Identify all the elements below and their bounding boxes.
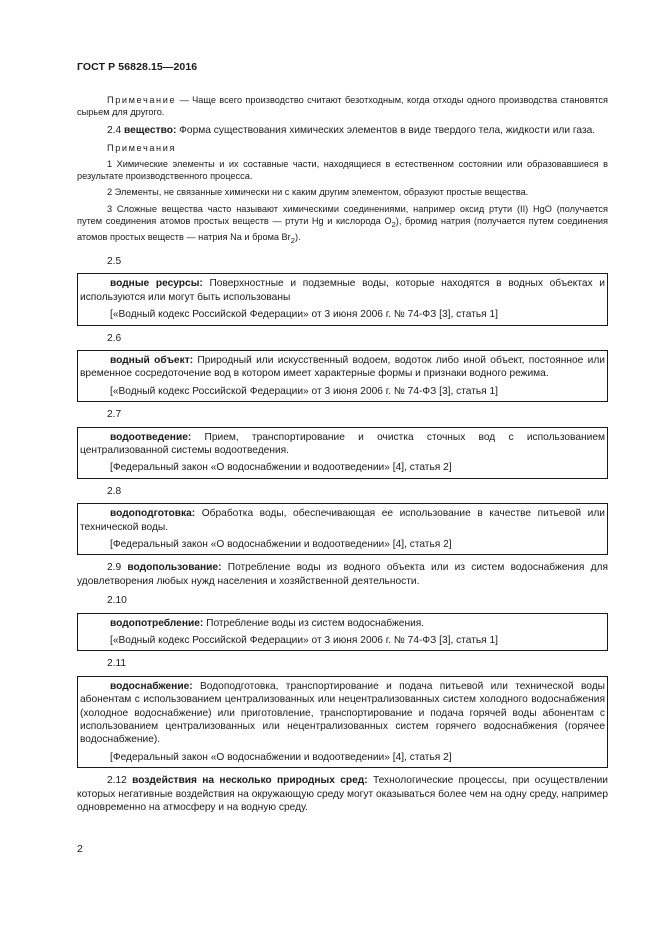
term-source: [Федеральный закон «О водоснабжении и водоотведении» [4], статья 2] <box>110 751 452 763</box>
term-definition: Природный или искусственный водоем, водоток либо иной объект, постоянное или временное сосредоточение вод в котором имеет характерные формы и признаки водного режима. <box>80 354 605 380</box>
note-top <box>77 94 608 118</box>
term-source: [«Водный кодекс Российской Федерации» от 3 июня 2006 г. № 74-ФЗ [3], статья 1] <box>110 385 499 397</box>
term-box-2-7 <box>77 427 608 479</box>
term-2-9 <box>77 561 608 588</box>
note-3 <box>77 203 608 247</box>
term-name: воздействия на несколько природных сред: <box>132 775 368 787</box>
note-3-part: ), бромид натрия (получается путем соединения атомов простых веществ — натрия Na и брома Br <box>77 215 609 242</box>
page-number: 2 <box>77 843 83 855</box>
term-definition-block <box>80 431 605 458</box>
term-definition-block <box>80 354 605 381</box>
term-number-2-11: 2.11 <box>107 658 127 670</box>
document-header: ГОСТ Р 56828.15—2016 <box>77 61 198 73</box>
note-3-part: 3 Сложные вещества часто называют химическими соединениями, например оксид ртути (II) HgO (получается путем соединения атомов простых веществ — ртути Hg и кислорода O <box>77 203 608 226</box>
term-definition: Форма существования химических элементов в виде твердого тела, жидкости или газа. <box>176 125 596 137</box>
term-name: водоподготовка: <box>110 508 196 520</box>
term-name: водные ресурсы: <box>110 278 203 290</box>
term-source: [«Водный кодекс Российской Федерации» от 3 июня 2006 г. № 74-ФЗ [3], статья 1] <box>110 309 499 321</box>
term-name: водоснабжение: <box>110 680 193 692</box>
term-box-2-11 <box>77 676 608 768</box>
term-number: 2.4 <box>107 125 122 137</box>
term-number-2-7: 2.7 <box>107 409 122 421</box>
term-number-2-10: 2.10 <box>107 595 127 607</box>
term-number-2-8: 2.8 <box>107 485 122 497</box>
term-definition: Обработка воды, обеспечивающая ее использование в качестве питьевой или технической воды. <box>80 508 605 533</box>
term-number-2-5: 2.5 <box>107 255 122 267</box>
note-text: — Чаще всего производство считают безотходным, когда отходы одного производства становятся сырьем для другого. <box>77 95 608 118</box>
note-2: 2 Элементы, не связанные химически ни с каким другим элементом, образуют простые вещества. <box>107 187 529 198</box>
term-box-2-5 <box>77 273 608 325</box>
term-definition: Водоподготовка, транспортирование и подача питьевой или технической воды абонентам с использованием централизованных или нецентрализованных систем холодного водоснабжения (холодное водоснабжение) или приготовление, транспортирование и подача горячей воды абонентам с использованием централизованных или нецентрализованных систем горячего водоснабжения (горячее водоснабжение). <box>80 680 605 746</box>
term-definition: Поверхностные и подземные воды, которые находятся в водных объектах и используются или могут быть использованы <box>80 278 605 303</box>
note-3-part: ). <box>295 231 301 242</box>
term-source: [Федеральный закон «О водоснабжении и водоотведении» [4], статья 2] <box>110 462 452 474</box>
term-2-12 <box>77 774 608 814</box>
term-name: водный объект: <box>110 354 194 366</box>
term-definition-block <box>80 617 605 630</box>
term-definition: Технологические процессы, при осуществлении которых негативные воздействия на окружающую среду могут оказываться более чем на одну среду, например одновременно на атмосферу и на водную среду. <box>77 775 608 814</box>
term-definition-block <box>80 507 605 534</box>
term-number-2-6: 2.6 <box>107 332 122 344</box>
note-1: 1 Химические элементы и их составные части, находящиеся в естественном состоянии или образовавшиеся в результате производственного процесса. <box>77 159 608 182</box>
term-box-2-8 <box>77 503 608 555</box>
notes-heading: Примечания <box>107 142 177 153</box>
term-source: [«Водный кодекс Российской Федерации» от 3 июня 2006 г. № 74-ФЗ [3], статья 1] <box>110 635 499 647</box>
term-name: водопотребление: <box>110 617 204 629</box>
subscript: 2 <box>290 235 296 245</box>
term-name: водоотведение: <box>110 431 192 443</box>
term-definition: Потребление воды из водного объекта или из систем водоснабжения для удовлетворения любых нужд населения и хозяйственной деятельности. <box>77 562 608 587</box>
term-source: [Федеральный закон «О водоснабжении и водоотведении» [4], статья 2] <box>110 538 452 550</box>
term-number: 2.12 <box>107 775 127 787</box>
term-box-2-6 <box>77 350 608 402</box>
term-box-2-10 <box>77 613 608 652</box>
document-body <box>77 94 608 814</box>
subscript: 2 <box>391 219 396 229</box>
term-definition-block <box>80 680 605 747</box>
term-2-4 <box>77 124 608 137</box>
term-name: водопользование: <box>127 562 222 574</box>
term-definition: Потребление воды из систем водоснабжения. <box>203 617 425 629</box>
note-label: Примечание <box>107 95 177 105</box>
term-number: 2.9 <box>107 562 122 574</box>
term-name: вещество: <box>124 125 177 137</box>
term-definition-block <box>80 277 605 304</box>
term-definition: Прием, транспортирование и очистка сточных вод с использованием централизованной системы водоотведения. <box>80 431 605 456</box>
